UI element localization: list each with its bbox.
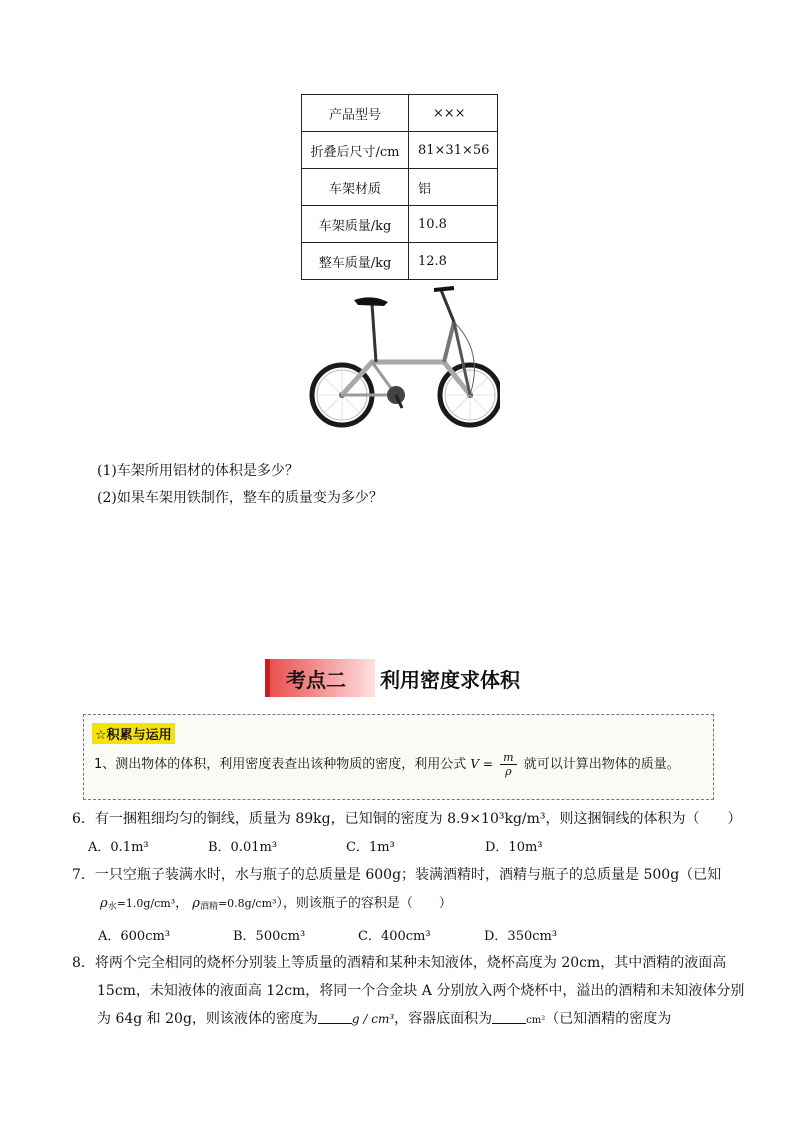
answer-blank-area[interactable]: [492, 1011, 526, 1024]
spec-label: 产品型号: [302, 95, 409, 132]
area-unit: cm²: [526, 1015, 546, 1026]
answer-blank-density[interactable]: [318, 1011, 352, 1024]
spec-row: [302, 243, 498, 280]
spec-row: [302, 132, 498, 169]
knowledge-tag: [92, 723, 175, 744]
spec-value: 81×31×56: [409, 132, 498, 169]
rho-alcohol-subscript: 酒精: [199, 902, 218, 912]
rho-alcohol-symbol: ρ: [192, 896, 200, 911]
knowledge-tag-label: 积累与运用: [106, 728, 172, 743]
density-formula: [500, 751, 516, 778]
question-7-option-d: D．350cm³: [484, 929, 558, 944]
question-8-line-3-a: 为 64g 和 20g，则该液体的密度为: [97, 1011, 318, 1027]
spec-label: 整车质量/kg: [302, 243, 409, 280]
star-icon: ☆: [95, 728, 107, 743]
question-7-option-a: A．600cm³: [98, 929, 171, 944]
formula-lhs: V =: [470, 757, 493, 771]
formula-denominator: ρ: [505, 765, 512, 778]
question-7-option-c: C．400cm³: [358, 929, 431, 944]
question-6-option-b: B．0.01m³: [208, 840, 278, 855]
spec-value: 12.8: [409, 243, 498, 280]
spec-row: [302, 169, 498, 206]
knowledge-text: [94, 751, 680, 778]
question-5-part-2: (2)如果车架用铁制作，整车的质量变为多少？: [97, 490, 383, 506]
question-5-part-1: (1)车架所用铝材的体积是多少？: [97, 463, 299, 479]
question-6-option-a: A．0.1m³: [88, 840, 149, 855]
knowledge-text-before: 1、测出物体的体积，利用密度表查出该种物质的密度，利用公式: [94, 757, 467, 772]
rho-alcohol-value: =0.8g/cm³: [217, 897, 277, 910]
folding-bicycle-image: [304, 282, 500, 434]
spec-row: [302, 206, 498, 243]
question-7-line-2-tail: ），则该瓶子的容积是（ ）: [276, 896, 452, 911]
question-8-line-1: 8．将两个完全相同的烧杯分别装上等质量的酒精和某种未知液体，烧杯高度为 20cm，其中酒精的液面高: [72, 955, 727, 971]
question-6-stem: 6．有一捆粗细均匀的铜线，质量为 89kg，已知铜的密度为 8.9×10³kg/m³，则这捆铜线的体积为（ ）: [72, 811, 742, 827]
spec-label: 折叠后尺寸/cm: [302, 132, 409, 169]
rho-water-symbol: ρ: [100, 896, 108, 911]
spec-label: 车架材质: [302, 169, 409, 206]
rho-water-subscript: 水: [107, 902, 117, 912]
question-8-line-3: [97, 1008, 671, 1028]
question-8-line-3-c: （已知酒精的密度为: [545, 1011, 672, 1027]
question-7-option-b: B．500cm³: [233, 929, 306, 944]
spec-table: [301, 94, 498, 280]
question-7-line-2: $\rho_水=1.0g$/cm³， $\rho_{酒精}=0.8g/cm^3$），则该瓶子的容积是（ ）: [100, 896, 452, 912]
spec-label: 车架质量/kg: [302, 206, 409, 243]
section-title: 利用密度求体积: [380, 668, 520, 692]
spec-value: 10.8: [409, 206, 498, 243]
spec-value: 铝: [409, 169, 498, 206]
density-unit: g / cm³: [351, 1012, 395, 1026]
question-7-stem: 7．一只空瓶子装满水时，水与瓶子的总质量是 600g；装满酒精时，酒精与瓶子的总质量是 500g（已知: [72, 867, 722, 883]
question-6-option-d: D．10m³: [485, 840, 543, 855]
question-8-line-3-b: ，容器底面积为: [394, 1011, 493, 1027]
spec-value: ×××: [409, 95, 498, 132]
formula-numerator: m: [500, 751, 516, 765]
question-8-line-2: 15cm，未知液体的液面高 12cm，将同一个合金块 A 分别放入两个烧杯中，溢出的酒精和未知液体分别: [97, 983, 745, 999]
spec-row: [302, 95, 498, 132]
knowledge-text-after: 就可以计算出物体的质量。: [523, 757, 680, 772]
section-banner-accent: [265, 659, 270, 697]
section-tag: 考点二: [286, 668, 346, 692]
question-6-option-c: C．1m³: [346, 840, 395, 855]
rho-water-value: =1.0g/cm³: [116, 897, 176, 910]
